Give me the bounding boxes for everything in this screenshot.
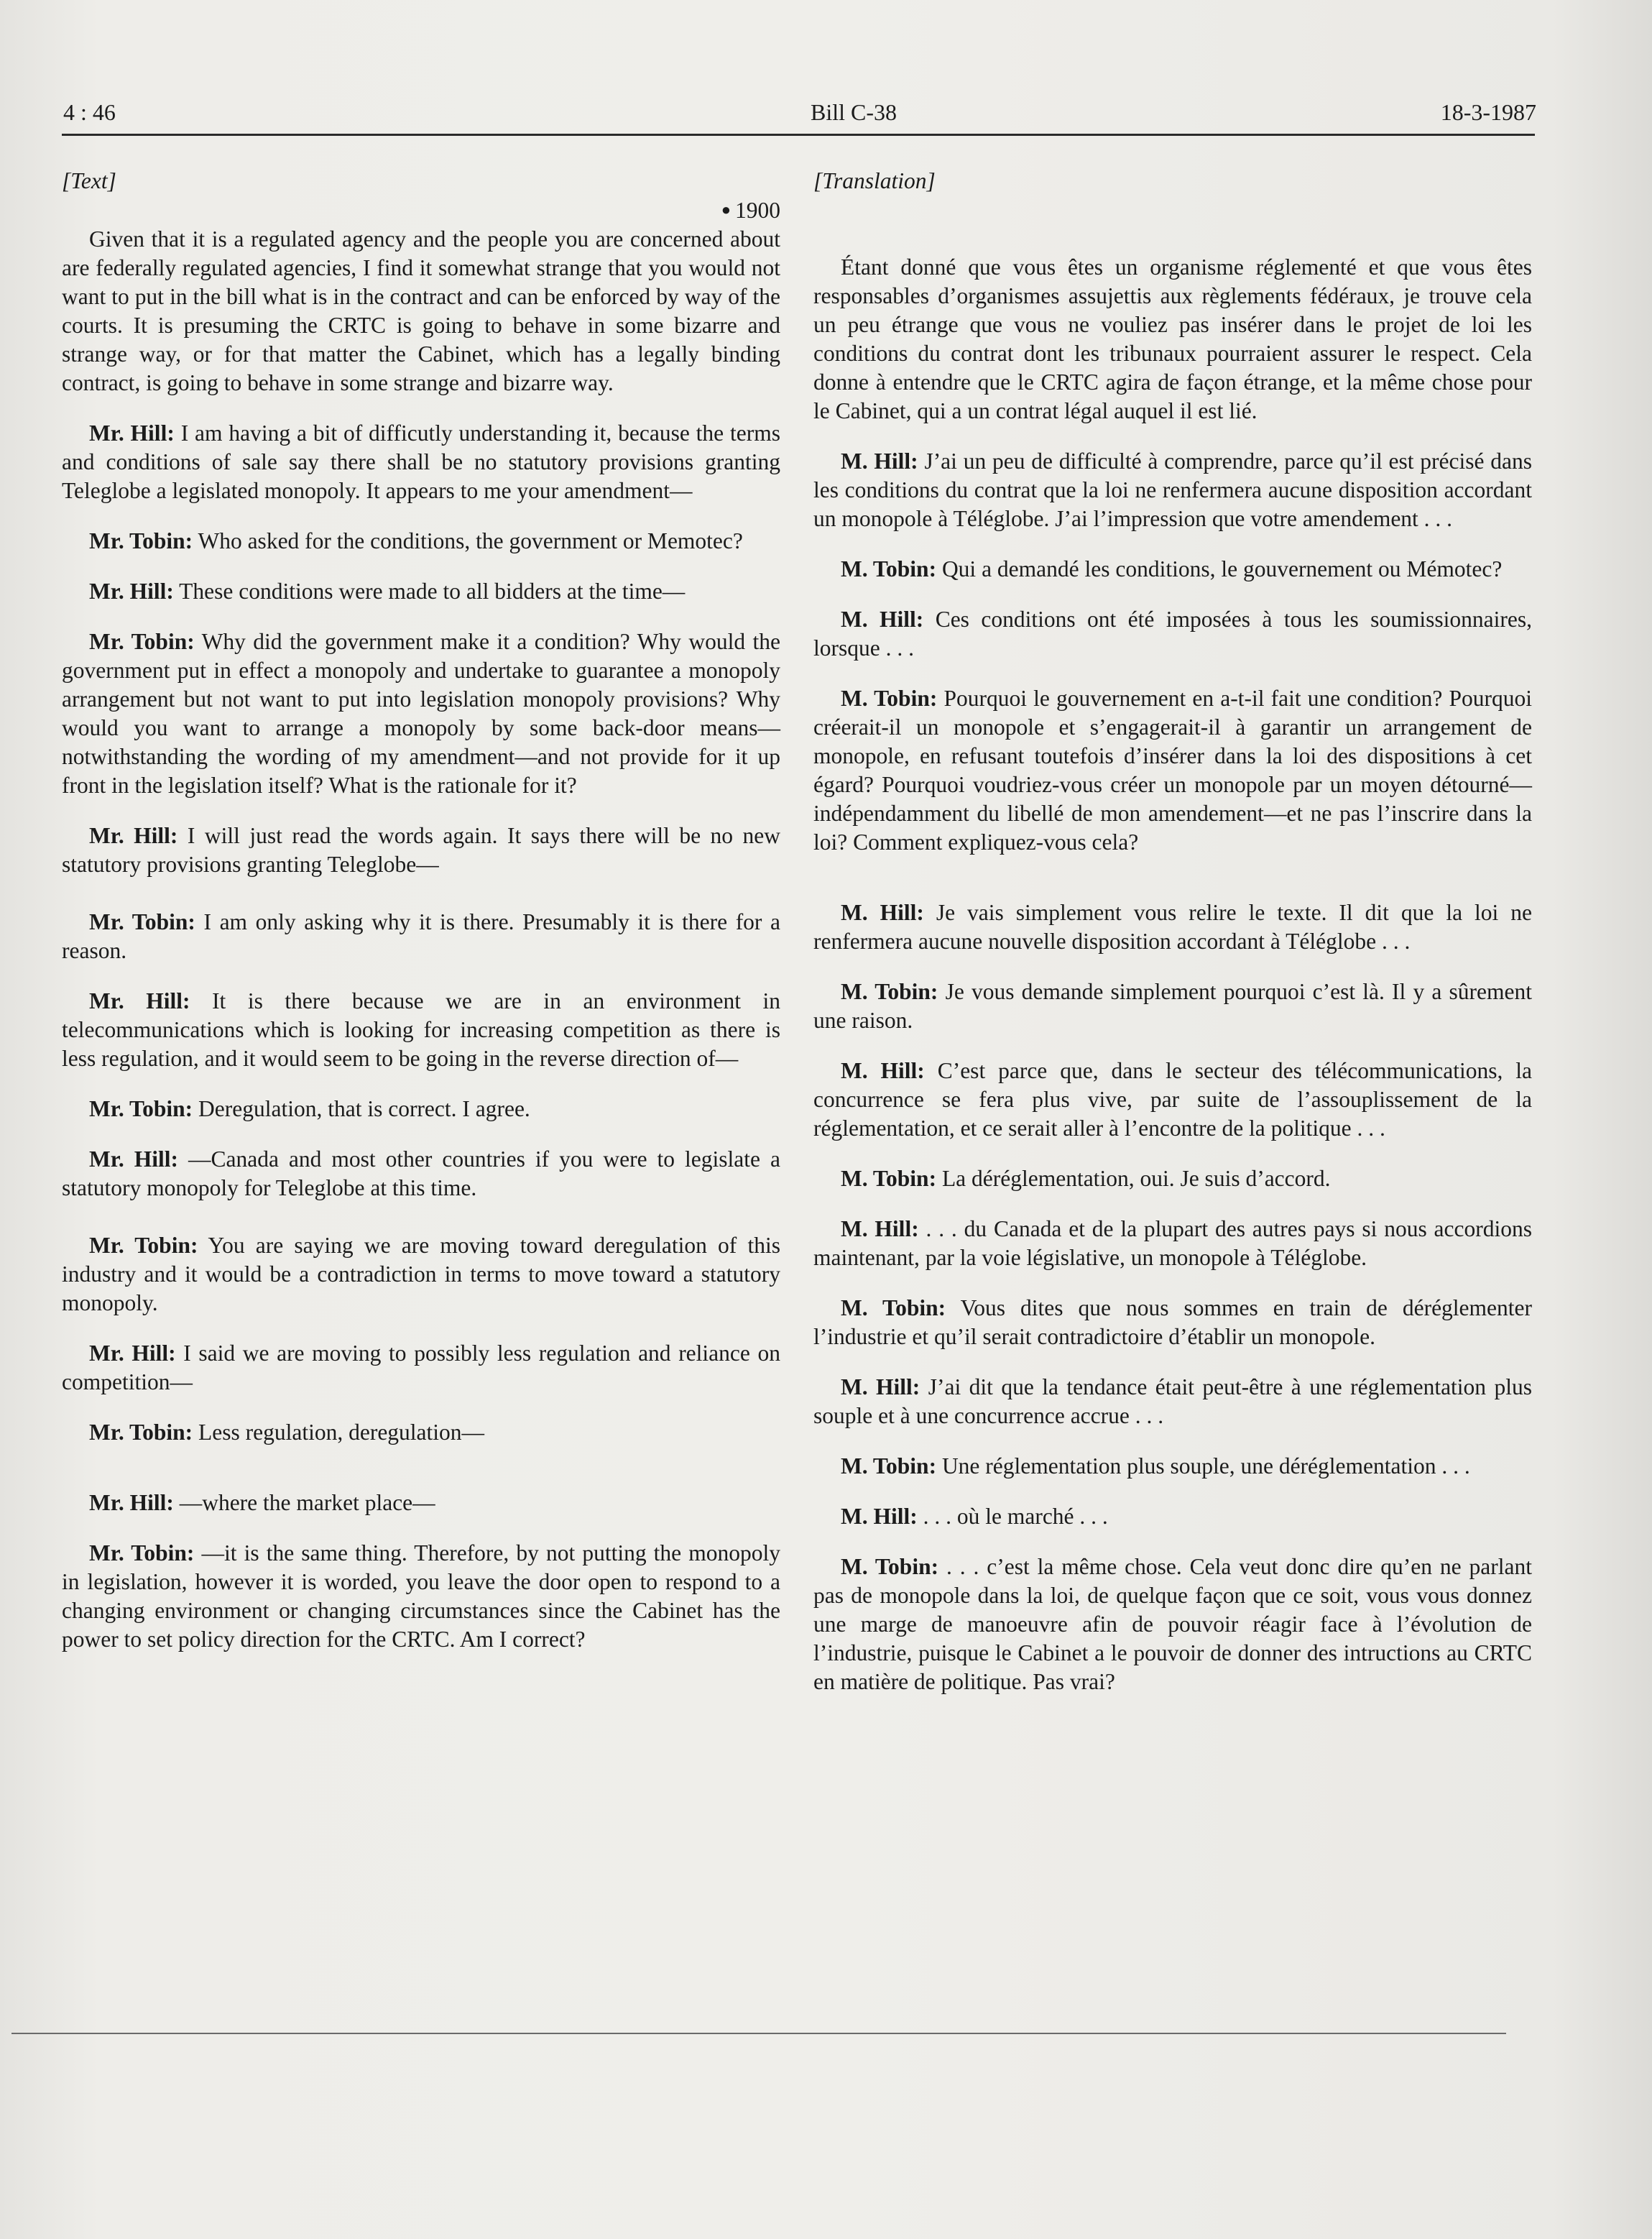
page-number: 4 : 46 [63,99,116,125]
speaker: Mr. Hill: [89,420,175,446]
paragraph: M. Hill: Ces conditions ont été imposées à tous les soumissionnaires, lorsque . . . [813,607,1533,661]
speaker: Mr. Tobin: [89,629,195,654]
speaker: M. Tobin: [841,1166,937,1191]
paragraph: Given that it is a regulated agency and the people you are concerned about are federally regulated agencies, I find it somewhat strange that you would not want to put in the bill what is in the contract and can be enforced by way of the courts. It is presuming the CRTC is going to behave in some bizarre and strange way, or for that matter the Cabinet, which has a legally binding contract, is going to behave in some strange and bizarre way. [62,226,780,395]
speaker: M. Hill: [841,1058,925,1083]
speaker: M. Tobin: [841,556,937,581]
speaker: M. Hill: [841,607,924,632]
paragraph: M. Tobin: . . . c’est la même chose. Cela veut donc dire qu’en ne parlant pas de monopole dans la loi, de quelque façon que ce soit, vous vous donnez une marge de manoeuvre afin de pouvoir réagir face à l’évolution de l’industrie, puisque le Cabinet a le pouvoir de donner des intructions au CRTC en matière de politique. Pas vrai? [813,1554,1532,1694]
speaker: Mr. Tobin: [89,1420,193,1445]
paragraph: Mr. Tobin: Why did the government make it a condition? Why would the government put in effect a monopoly and undertake to guarantee a monopoly arrangement but not want to put into legislation monopoly provisions? Why would you want to arrange a monopoly by some back-door means—notwithstanding the wording of my amendment—and not provide for it up front in the legislation itself? What is the rationale for it? [62,629,780,798]
speaker: Mr. Tobin: [89,1096,193,1121]
paragraph: Mr. Hill: It is there because we are in an environment in telecommunications which is looking for increasing competition as there is less regulation, and it would seem to be going in the reverse direction of— [62,988,781,1071]
text-tag: [Text] [62,168,116,193]
paragraph: Mr. Hill: These conditions were made to all bidders at the time— [89,579,686,604]
speaker: M. Tobin: [841,686,938,711]
paragraph: Mr. Tobin: You are saying we are moving toward deregulation of this industry and it would be a contradiction in terms to move toward a statutory monopoly. [62,1233,780,1315]
paragraph: Mr. Tobin: I am only asking why it is there. Presumably it is there for a reason. [62,909,781,963]
time-marker [62,196,780,225]
paragraph: M. Tobin: Je vous demande simplement pourquoi c’est là. Il y a sûrement une raison. [813,979,1533,1033]
paragraph: Mr. Hill: I am having a bit of difficutly understanding it, because the terms and conditions of sale say there shall be no statutory provisions granting Teleglobe a legislated monopoly. It appears to me your amendment— [62,420,781,503]
paragraph: M. Hill: J’ai dit que la tendance était peut-être à une réglementation plus souple et à une concurrence accrue . . . [813,1374,1532,1428]
paragraph: Mr. Tobin: Less regulation, deregulation— [89,1420,485,1445]
paragraph: Mr. Hill: —Canada and most other countries if you were to legislate a statutory monopoly for Teleglobe at this time. [62,1146,780,1200]
speaker: M. Hill: [841,1216,919,1241]
paragraph: M. Hill: Je vais simplement vous relire le texte. Il dit que la loi ne renfermera aucune nouvelle disposition accordant à Téléglobe . . . [813,900,1533,954]
speaker: M. Hill: [841,1374,920,1399]
speaker: Mr. Tobin: [89,528,193,553]
speaker: Mr. Hill: [89,579,174,604]
speaker: Mr. Tobin: [89,1540,195,1566]
bullet-icon: ● [721,201,731,219]
speaker: Mr. Hill: [89,1490,174,1515]
speaker: Mr. Hill: [89,1146,178,1172]
speaker: M. Tobin: [841,1295,946,1320]
paragraph: M. Hill: J’ai un peu de difficulté à comprendre, parce qu’il est précisé dans les conditions du contrat que la loi ne renfermera aucune disposition accordant un monopole à Téléglobe. J’ai l’impression que votre amendement . . . [813,449,1533,531]
speaker: Mr. Hill: [89,823,178,848]
paragraph: M. Tobin: Vous dites que nous sommes en train de déréglementer l’industrie et qu’il serait contradictoire d’établir un monopole. [813,1295,1532,1349]
bill-title: Bill C-38 [811,99,897,125]
page-header [63,92,1536,135]
speaker: Mr. Hill: [89,1341,176,1366]
speaker: M. Hill: [841,449,918,474]
speaker: Mr. Hill: [89,988,190,1013]
paragraph: Mr. Tobin: Who asked for the conditions, the government or Memotec? [89,528,743,553]
english-column [62,167,780,1654]
header-date: 18-3-1987 [1440,99,1536,125]
speaker: M. Hill: [841,1504,918,1529]
paragraph: M. Hill: . . . du Canada et de la plupart des autres pays si nous accordions maintenant, par la voie législative, un monopole à Téléglobe. [813,1216,1533,1270]
paragraph: M. Tobin: Pourquoi le gouvernement en a-t-il fait une condition? Pourquoi créerait-il un monopole et s’engagerait-il à garantir un arrangement de monopole, en refusant toutefois d’insérer dans la loi des dispositions à cet égard? Pourquoi voudriez-vous créer un monopole par un moyen détourné—indépendamment du libellé de mon amendement—et ne pas l’inscrire dans la loi? Comment expliquez-vous cela? [813,686,1533,855]
paragraph: M. Tobin: Une réglementation plus souple, une déréglementation . . . [841,1453,1470,1479]
paragraph: Mr. Tobin: Deregulation, that is correct. I agree. [89,1096,530,1121]
speaker: M. Tobin: [841,1453,937,1479]
paragraph: M. Tobin: Qui a demandé les conditions, le gouvernement ou Mémotec? [841,556,1503,581]
paragraph: Mr. Tobin: —it is the same thing. Therefore, by not putting the monopoly in legislation, however it is worded, you leave the door open to respond to a changing environment or changing circumstances since the Cabinet has the power to set policy direction for the CRTC. Am I correct? [62,1540,780,1652]
paragraph: Mr. Hill: I said we are moving to possibly less regulation and reliance on competition— [62,1341,780,1394]
paragraph: Étant donné que vous êtes un organisme réglementé et que vous êtes responsables d’organismes assujettis aux règlements fédéraux, je trouve cela un peu étrange que vous ne vouliez pas insérer dans le projet de loi les conditions du contrat dont les tribunaux pourraient assurer le respect. Cela donne à entendre que le CRTC agira de façon étrange, et la même chose pour le Cabinet, qui a un contrat légal auquel il est lié. [813,254,1532,423]
paragraph: M. Hill: . . . où le marché . . . [841,1504,1108,1529]
french-column [813,167,1532,1696]
speaker: M. Hill: [841,900,924,925]
paragraph: Mr. Hill: —where the market place— [89,1490,435,1515]
speaker: Mr. Tobin: [89,1233,198,1258]
time-value: 1900 [735,198,780,223]
paragraph: M. Hill: C’est parce que, dans le secteur des télécommunications, la concurrence se fera plus vive, par suite de l’assouplissement de la réglementation, et ce serait aller à l’encontre de la politique . . . [813,1058,1532,1141]
speaker: M. Tobin: [841,979,938,1004]
speaker: Mr. Tobin: [89,909,195,934]
bottom-rule [11,2033,1506,2034]
translation-tag: [Translation] [813,168,936,193]
paragraph: M. Tobin: La déréglementation, oui. Je suis d’accord. [841,1166,1331,1191]
speaker: M. Tobin: [841,1554,939,1579]
header-rule [62,134,1535,136]
paragraph: Mr. Hill: I will just read the words again. It says there will be no new statutory provisions granting Teleglobe— [62,823,781,877]
